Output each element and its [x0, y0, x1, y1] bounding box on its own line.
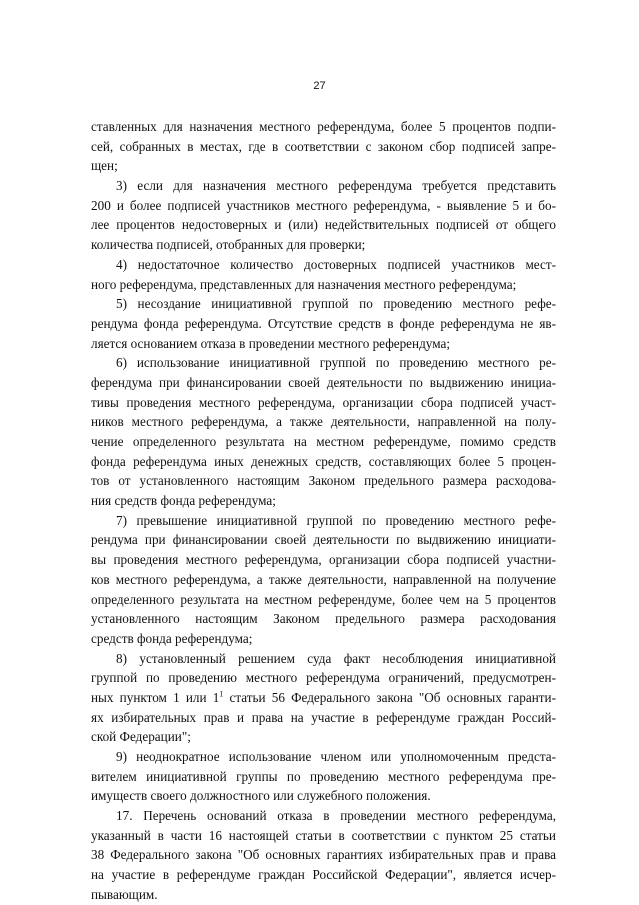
superscript: 1	[219, 689, 224, 699]
text-line: 9) неоднократное использование членом или уполномоченным предста-	[116, 749, 556, 764]
page-number: 27	[313, 80, 326, 92]
text-line: ников местного референдума, а также деятельности, направленной на полу-	[91, 414, 556, 430]
text-line: ях избирательных прав и права на участие в референдуме граждан Россий-	[91, 709, 556, 725]
text-line: 6) использование инициативной группой по проведению местного ре-	[116, 355, 556, 371]
text-line: 7) превышение инициативной группой по проведению местного рефе-	[116, 512, 556, 528]
text-line: определенного результата на местном референдуме, более чем на 5 процентов	[91, 591, 556, 607]
text-line: ния средств фонда референдума;	[91, 493, 276, 509]
text-line: ляется основанием отказа в проведении местного референдума;	[91, 335, 450, 351]
text-line: 17. Перечень оснований отказа в проведении местного референдума,	[116, 808, 556, 824]
text-line: фонда референдума иных денежных средств, составляющих более 5 процен-	[91, 453, 556, 469]
text-line: указанный в части 16 настоящей статьи в соответствии с пунктом 25 статьи	[91, 827, 556, 843]
text-line: имуществ своего должностного или служебного положения.	[91, 788, 431, 804]
text-line: рендума при финансировании своей деятельности по выдвижению инициати-	[91, 532, 556, 548]
document-body	[91, 117, 556, 905]
text-line: рендума фонда референдума. Отсутствие средств в фонде референдума не яв-	[91, 315, 556, 331]
text-line: лее процентов недостоверных и (или) недействительных подписей от общего	[91, 217, 556, 233]
text-line: тивы проведения местного референдума, организации сбора подписей участ-	[91, 394, 556, 410]
text-line: тов от установленного настоящим Законом предельного размера расходова-	[91, 473, 556, 489]
text-line: ков местного референдума, а также деятельности, направленной на получение	[91, 571, 556, 587]
text-line: 4) недостаточное количество достоверных подписей участников мест-	[116, 256, 556, 272]
text-line: ставленных для назначения местного референдума, более 5 процентов подпи-	[91, 119, 556, 134]
text-segment: статьи 56 Федерального закона "Об основных гаранти-	[223, 689, 556, 705]
text-segment: ных пунктом 1 или 1	[91, 689, 220, 705]
text-line: 3) если для назначения местного референдума требуется представить	[116, 178, 556, 194]
text-line: 8) установленный решением суда факт несоблюдения инициативной	[116, 650, 556, 666]
text-line: ного референдума, представленных для назначения местного референдума;	[91, 276, 517, 292]
text-line: щен;	[91, 158, 118, 174]
text-line: ферендума при финансировании своей деятельности по выдвижению инициа-	[91, 374, 556, 390]
text-line	[91, 688, 556, 708]
text-line: вителем инициативной группы по проведению местного референдума пре-	[91, 768, 556, 784]
text-line: количества подписей, отобранных для проверки;	[91, 237, 366, 253]
text-line: пывающим.	[91, 886, 158, 902]
text-line: 38 Федерального закона "Об основных гарантиях избирательных прав и права	[91, 847, 556, 863]
text-line: 200 и более подписей участников местного референдума, - выявление 5 и бо-	[91, 197, 556, 213]
text-line: установленного настоящим Законом предельного размера расходования	[91, 611, 556, 627]
text-line: группой по проведению местного референдума ограничений, предусмотрен-	[91, 670, 556, 686]
text-line: чение определенного результата на местном референдуме, помимо средств	[91, 434, 556, 449]
text-line: сей, собранных в местах, где в соответствии с законом сбор подписей запре-	[91, 138, 556, 154]
text-line: ской Федерации";	[91, 729, 191, 745]
text-line: средств фонда референдума;	[91, 630, 253, 646]
text-line: на участие в референдуме граждан Российской Федерации", является исчер-	[91, 867, 556, 883]
text-line: 5) несоздание инициативной группой по проведению местного рефе-	[116, 296, 556, 312]
text-line: вы проведения местного референдума, организации сбора подписей участни-	[91, 552, 556, 568]
